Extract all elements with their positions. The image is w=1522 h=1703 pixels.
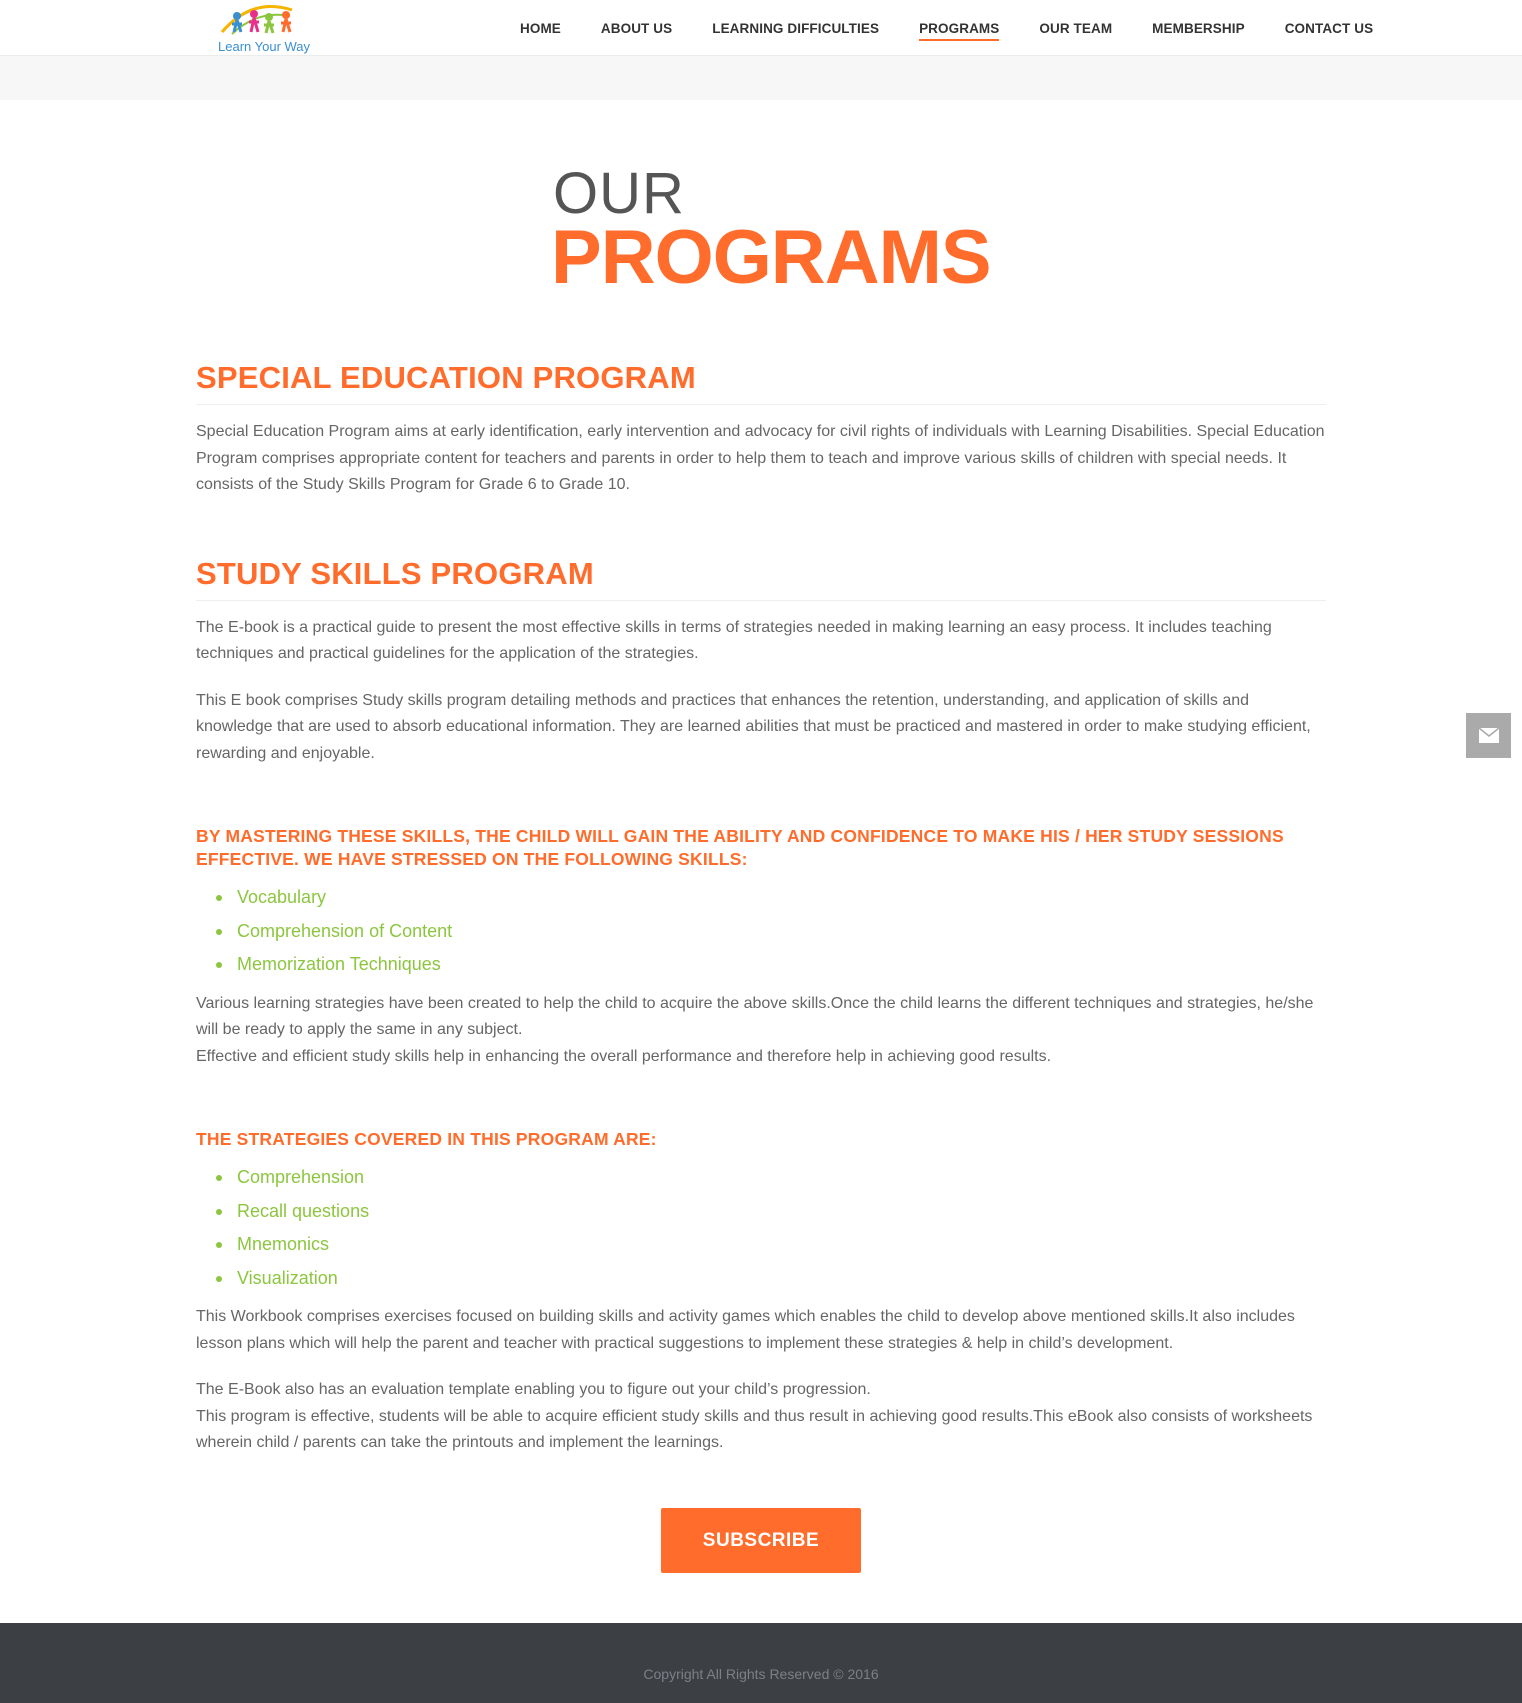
workbook-text: This Workbook comprises exercises focused on building skills and activity games which enables the child to develop above mentioned skills.It also includes lesson plans which will help the parent and teacher with practical suggestions to implement these strategies & help in child’s development. — [196, 1308, 1295, 1352]
hero-title-line2: PROGRAMS — [551, 215, 991, 300]
learning-strategies-text — [196, 991, 1326, 1071]
contact-mail-tab[interactable] — [1466, 713, 1511, 758]
nav-home[interactable]: HOME — [520, 20, 561, 36]
nav-membership[interactable]: MEMBERSHIP — [1152, 20, 1245, 36]
site-header — [0, 0, 1522, 56]
strategies-list — [196, 1161, 1326, 1295]
site-footer — [0, 1623, 1522, 1703]
title-bar — [0, 56, 1522, 100]
study-skills-intro: The E-book is a practical guide to present the most effective skills in terms of strategies needed in making learning an easy process. It includes teaching techniques and practical guidelines for the application of the strategies. — [196, 618, 1272, 662]
strategies-heading: THE STRATEGIES COVERED IN THIS PROGRAM ARE: — [196, 1129, 657, 1149]
list-item: Recall questions — [216, 1195, 1326, 1229]
nav-about-us[interactable]: ABOUT US — [600, 20, 673, 36]
footer-copyright: Copyright All Rights Reserved © 2016 — [643, 1666, 879, 1682]
study-skills-heading: STUDY SKILLS PROGRAM — [196, 556, 1326, 601]
nav-our-team[interactable]: OUR TEAM — [1039, 20, 1113, 36]
special-education-text: Special Education Program aims at early identification, early intervention and advocacy for civil rights of individuals with Learning Disabilities. Special Education Program comprises appropriate content for teachers and parents in order to help them to teach and improve various skills of children with special needs. It consists of the Study Skills Program for Grade 6 to Grade 10. — [196, 423, 1325, 493]
logo[interactable] — [212, 2, 322, 54]
list-item: Mnemonics — [216, 1228, 1326, 1262]
study-skills-description: This E book comprises Study skills program detailing methods and practices that enhances the retention, understanding, and application of skills and knowledge that are used to absorb educational information. They are learned abilities that must be practiced and mastered in order to make studying efficient, rewarding and enjoyable. — [196, 691, 1311, 762]
list-item: Vocabulary — [216, 881, 1326, 915]
main-content — [196, 360, 1326, 1457]
nav-contact-us[interactable]: CONTACT US — [1284, 20, 1374, 36]
evaluation-text-2: This program is effective, students will be able to acquire efficient study skills and thus result in achieving good results.This eBook also consists of worksheets wherein child / parents can take the printouts and implement the learnings. — [196, 1407, 1313, 1451]
mastering-skills-heading: BY MASTERING THESE SKILLS, THE CHILD WILL GAIN THE ABILITY AND CONFIDENCE TO MAKE HIS / HER STUDY SESSIONS EFFECTIVE. WE HAVE STRESSED ON THE FOLLOWING SKILLS: — [196, 826, 1284, 869]
list-item: Comprehension — [216, 1161, 1326, 1195]
list-item: Comprehension of Content — [216, 915, 1326, 949]
skills-list — [196, 881, 1326, 982]
logo-text: Learn Your Way — [218, 39, 311, 54]
main-nav — [500, 0, 1393, 56]
list-item: Visualization — [216, 1262, 1326, 1296]
logo-children-icon — [212, 2, 322, 42]
subscribe-button[interactable]: SUBSCRIBE — [661, 1508, 861, 1573]
learning-strategies-text-1: Various learning strategies have been created to help the child to acquire the above skills.Once the child learns the different techniques and strategies, he/she will be ready to apply the same in any subject. — [196, 994, 1314, 1038]
hero-title-line1: OUR — [553, 161, 685, 226]
special-education-heading: SPECIAL EDUCATION PROGRAM — [196, 360, 1326, 405]
nav-learning-difficulties[interactable]: LEARNING DIFFICULTIES — [712, 20, 880, 36]
learning-strategies-text-2: Effective and efficient study skills help in enhancing the overall performance and therefore help in achieving good results. — [196, 1047, 1052, 1065]
evaluation-text-1: The E-Book also has an evaluation template enabling you to figure out your child’s progression. — [196, 1381, 871, 1398]
nav-programs[interactable]: PROGRAMS — [919, 17, 999, 40]
list-item: Memorization Techniques — [216, 948, 1326, 982]
envelope-icon — [1479, 728, 1499, 743]
evaluation-text — [196, 1377, 1326, 1457]
